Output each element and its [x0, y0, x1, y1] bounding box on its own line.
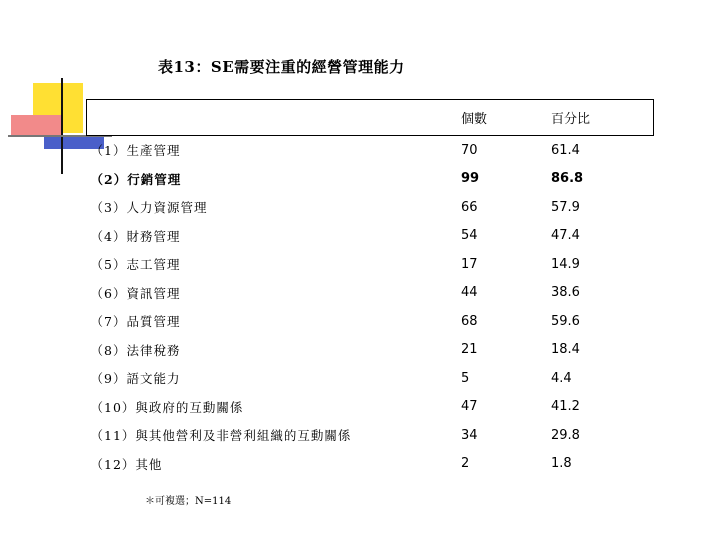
- row-label: （6）資訊管理: [90, 285, 181, 301]
- row-percent: 38.6: [551, 285, 580, 301]
- decor-pink-bar: [11, 115, 63, 137]
- table-row: [87, 307, 654, 336]
- row-count: 54: [461, 228, 478, 244]
- row-count: 34: [461, 427, 478, 443]
- row-count: 70: [455, 136, 545, 165]
- row-count: 66: [461, 199, 478, 215]
- row-count: 17: [461, 256, 478, 272]
- row-percent: 29.8: [551, 427, 580, 443]
- row-label: （1）生產管理: [87, 136, 456, 165]
- table-row: [87, 421, 654, 450]
- row-label: （12）其他: [90, 456, 163, 472]
- table-row: [87, 279, 654, 308]
- decor-vertical-line: [61, 78, 63, 174]
- row-count: 21: [461, 342, 478, 358]
- header-blank-cell: [87, 100, 456, 136]
- row-percent: 86.8: [551, 171, 584, 187]
- table-row: [87, 136, 654, 165]
- row-count: 99: [461, 171, 480, 187]
- table-row: [87, 193, 654, 222]
- table-row: [87, 222, 654, 251]
- row-percent: 4.4: [551, 370, 572, 386]
- table-row: [87, 250, 654, 279]
- row-label: （5）志工管理: [90, 257, 181, 273]
- row-percent: 61.4: [545, 136, 654, 165]
- row-label: （7）品質管理: [90, 314, 181, 330]
- footnote: ＊可複選；N=114: [145, 496, 232, 507]
- table-row: [87, 165, 654, 194]
- row-count: 5: [461, 370, 470, 386]
- row-percent: 1.8: [551, 456, 572, 472]
- row-label: （11）與其他營利及非營利組織的互動關係: [90, 428, 352, 444]
- row-percent: 41.2: [551, 399, 580, 415]
- table-row: [87, 393, 654, 422]
- table-row: [87, 336, 654, 365]
- row-label: （4）財務管理: [90, 228, 181, 244]
- row-count: 44: [461, 285, 478, 301]
- row-percent: 59.6: [551, 313, 580, 329]
- row-label: （2）行銷管理: [90, 171, 182, 187]
- page-title: 表13：SE需要注重的經營管理能力: [158, 58, 405, 76]
- row-percent: 18.4: [551, 342, 580, 358]
- row-label: （3）人力資源管理: [90, 200, 208, 216]
- row-label: （8）法律稅務: [90, 342, 181, 358]
- row-percent: 14.9: [551, 256, 580, 272]
- row-percent: 47.4: [551, 228, 580, 244]
- table-row: [87, 364, 654, 393]
- header-percent: 百分比: [545, 100, 654, 136]
- row-percent: 57.9: [551, 199, 580, 215]
- table-row: [87, 450, 654, 479]
- row-label: （9）語文能力: [90, 371, 181, 387]
- row-label: （10）與政府的互動關係: [90, 399, 244, 415]
- row-count: 68: [461, 313, 478, 329]
- row-count: 2: [461, 456, 470, 472]
- table-header-row: [87, 100, 654, 136]
- stats-table: [86, 99, 654, 478]
- row-count: 47: [461, 399, 478, 415]
- header-count: 個數: [455, 100, 545, 136]
